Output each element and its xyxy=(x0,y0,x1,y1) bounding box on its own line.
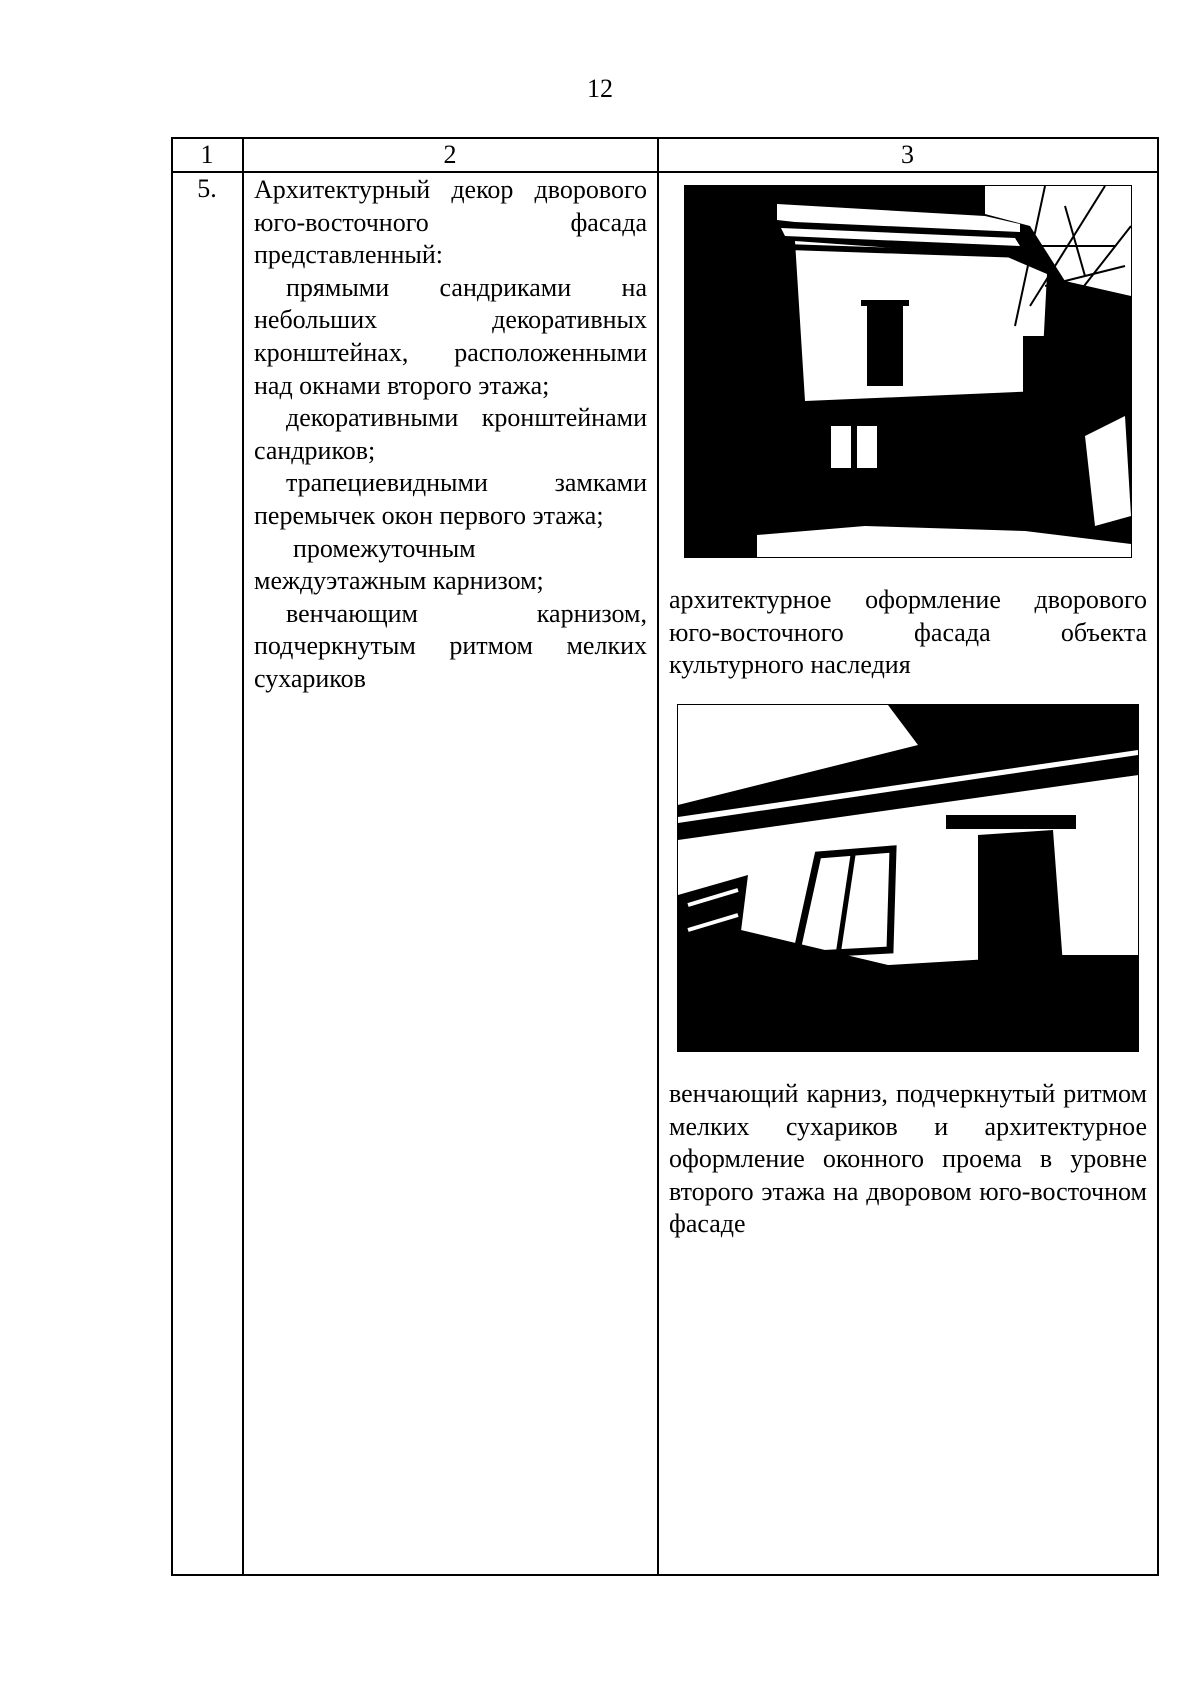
description-item: прямыми сандриками на небольших декоративных кронштейнах, расположенными над окнами второго этажа; xyxy=(254,272,647,400)
description-item: венчающим карнизом, подчеркнутым ритмом мелких сухариков xyxy=(254,598,647,693)
cornice-photo-caption: венчающий карниз, подчеркнутый ритмом мелких сухариков и архитектурное оформление оконного проема в уровне второго этажа на дворовом юго-восточном фасаде xyxy=(669,1079,1147,1239)
description-intro: Архитектурный декор дворового юго-восточного фасада представленный: xyxy=(254,175,647,270)
page-number: 12 xyxy=(587,74,613,103)
table-column-divider-2 xyxy=(657,137,659,1575)
table-border-right xyxy=(1157,137,1159,1575)
row-number: 5. xyxy=(197,174,217,203)
description-item: промежуточным междуэтажным карнизом; xyxy=(254,533,544,596)
description-item: декоративными кронштейнами сандриков; xyxy=(254,403,647,465)
facade-photo xyxy=(684,185,1132,558)
description-item: трапециевидными замками перемычек окон первого этажа; xyxy=(254,468,647,530)
table-column-divider-1 xyxy=(242,137,244,1575)
decor-description xyxy=(254,174,647,696)
facade-photo-caption: архитектурное оформление дворового юго-восточного фасада объекта культурного наследия xyxy=(669,585,1147,680)
cornice-photo xyxy=(677,704,1139,1052)
table-header-col-2: 2 xyxy=(443,140,457,169)
table-header-col-1: 1 xyxy=(200,140,214,169)
table-border-bottom xyxy=(171,1574,1159,1576)
table-border-left xyxy=(171,137,173,1575)
table-header-col-3: 3 xyxy=(901,140,914,169)
